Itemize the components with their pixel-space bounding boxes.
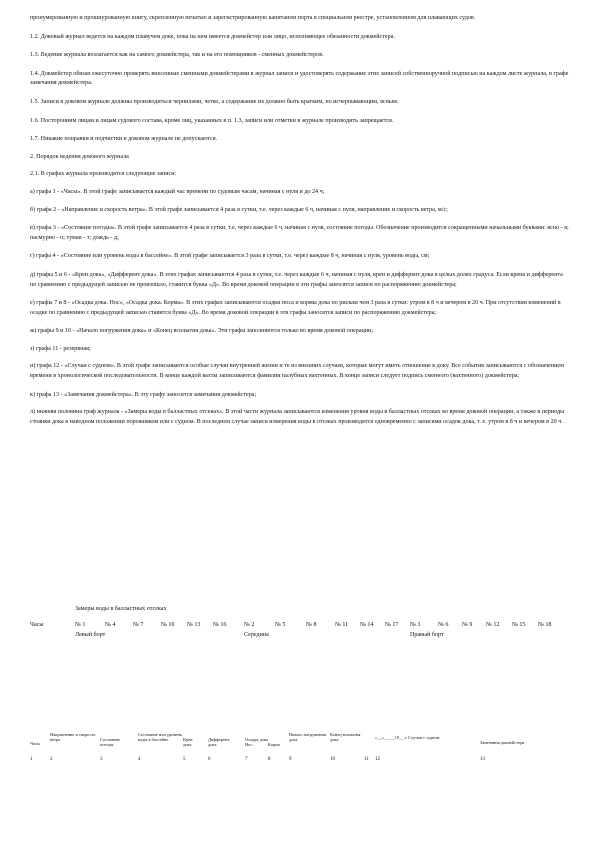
paragraph: 1.6. Посторонним лицам и лицам судового состава, кроме лиц, указанных в п. 1.3, записи или отметки в журнале производить запрещается. xyxy=(30,117,394,124)
column-header: Конец всплытия дока xyxy=(330,732,361,742)
column-number: 12 xyxy=(375,757,380,762)
column-number: 11 xyxy=(364,757,369,762)
paragraph: и) графа 12 - «Случаи с судном». В этой графе записываются особые случаи внутренней жизни и те из внешних случаев, которые могут иметь отношение к доку. Все события записываются с обозначением времени в хронологической последовательности. В конце каждой вахты записываются фамилии палубных вахтенных. В конце записи следует подпись сменного (вахтенного) докмейстера; xyxy=(30,363,564,380)
paragraph: л) нижняя половина граф журнала - «Замеры воды в балластных отсеках». В этой части журнала записываются изменения уровня воды в балластных отсеках во время доковой операции, а также в периоды стоянки дока в наводном положении порожняком или с судном. В последнем случае записи измерения воды в отсеках производятся одновременно с записями осадок дока, т. е. утром в 8 ч и вечером в 20 ч. xyxy=(30,409,565,425)
tank-number: № 12 xyxy=(486,622,500,628)
column-header: Часы xyxy=(30,741,40,746)
column-header: Начало погружения дока xyxy=(289,732,326,742)
column-number: 9 xyxy=(289,757,292,762)
document-page xyxy=(30,14,570,762)
tank-number: № 9 xyxy=(462,622,473,628)
paragraph: б) графа 2 - «Направление и скорость ветра». В этой графе записывается 4 раза в сутки, т.е. через каждые 6 ч, начиная с нуля, направление и скорость ветра, м/с; xyxy=(30,206,448,213)
paragraph: к) графа 13 - «Замечания докмейстера». В эту графу заносятся замечания докмейстера; xyxy=(30,391,257,398)
tank-number: № 3 xyxy=(410,622,421,628)
side-label-right: Правый борт xyxy=(410,632,444,638)
column-number: 4 xyxy=(138,757,141,762)
side-label-left: Левый борт xyxy=(75,632,106,638)
paragraph: ж) графы 9 и 10 - «Начало погружения дока» и «Конец всплытия дока». Эти графы заполняются только во время доковой операции; xyxy=(30,328,374,335)
tank-number: № 5 xyxy=(275,622,286,628)
column-number: 13 xyxy=(480,757,485,762)
column-number: 2 xyxy=(50,757,53,762)
paragraph: 1.3. Ведение журнала возлагается как на самого докмейстера, так и на его помощников - сменных докмейстеров. xyxy=(30,52,324,59)
paragraph: пронумерованную и прошнурованную книгу, скрепленную печатью и зарегистрированную капитаном порта в специальном реестре, установленном для плавающих судов. xyxy=(30,15,476,21)
document-body xyxy=(30,14,570,427)
paragraph: 1.4. Докмейстер обязан ежесуточно проверять внесенные сменными докмейстерами в журнал записи и удостоверять содержание этих записей собственноручной подписью на каждом листе журнала, в графе замечания докмейстера. xyxy=(30,70,569,87)
paragraph: 1.5. Записи в доковом журнале должны производиться чернилами, четко, а содержание их должно быть кратким, но исчерпывающим, ясным. xyxy=(30,98,399,105)
column-number: 3 xyxy=(100,757,103,762)
paragraph: 1.7. Никакие поправки и подчистки в доковом журнале не допускаются. xyxy=(30,136,218,143)
tank-number: № 11 xyxy=(335,622,349,628)
column-header: Корма xyxy=(268,742,280,747)
tank-number: № 7 xyxy=(133,622,144,628)
paragraph: д) графы 5 и 6 - «Крен дока», «Дифферент дока». В этих графах записываются 4 раза в сутки, т.е. через каждые 6 ч, начиная с нуля, крен и дифферент дока в целых долях градуса. Если крена и дифферента по сравнению с предыдущей записью не произошло, ставится буква «Д». Во время доковой операции в эти графы заносятся записи по распоряжению докмейстера; xyxy=(30,271,563,288)
tank-number: № 17 xyxy=(385,622,399,628)
section-heading: 2. Порядок ведения докового журнала xyxy=(30,153,129,160)
column-number: 7 xyxy=(245,757,248,762)
paragraph: е) графы 7 и 8 - «Осадка дока. Нос», «Осадка дока. Корма». В этих графах записываются осадки носа и кормы дока по рискам чем 3 раза в сутки: утром в 8 ч и вечером в 20 ч. При отсутствии изменений в осадке по сравнению с предыдущей записью ставится буква «Д». Во время доковой операции в эти графы заносятся записи по распоряжению докмейстера; xyxy=(30,300,561,316)
column-header: Дифферент дока xyxy=(208,737,230,747)
paragraph: 2.1. В графах журнала производятся следующие записи: xyxy=(30,171,177,178)
column-number: 6 xyxy=(208,757,211,762)
column-header: Направление и скорость ветра xyxy=(50,732,96,742)
paragraph: з) графа 11 - резервная; xyxy=(30,345,91,352)
column-header: Состояние погоды xyxy=(100,737,120,747)
column-number: 10 xyxy=(330,757,335,762)
column-number: 5 xyxy=(183,757,186,762)
tank-number: № 13 xyxy=(187,622,201,628)
column-header: Осадка дока Нос xyxy=(245,737,268,747)
column-header: Замечания докмейстера xyxy=(480,740,525,745)
tank-number: № 16 xyxy=(213,622,227,628)
tank-number: № 10 xyxy=(161,622,175,628)
paragraph: 1.2. Доковый журнал ведется на каждом плавучем доке, пока на нем имеется докмейстер или лицо, исполняющее обязанности докмейстера. xyxy=(30,33,395,40)
tank-number: № 4 xyxy=(105,622,116,628)
column-number: 8 xyxy=(268,757,271,762)
tank-number: № 6 xyxy=(438,622,449,628)
paragraph: в) графа 3 - «Состояние погоды». В этой графе записывается 4 раза в сутки, т.е. через каждые 6 ч, начиная с нуля, состояние погоды. Обозначение производится сокращенными начальными буквами: ясно - я; пасмурно - п; туман - т; дождь - д; xyxy=(30,225,569,241)
column-header: Состояние или уровень воды в бассейне xyxy=(138,732,182,742)
column-number: 1 xyxy=(30,757,33,762)
side-label-middle: Середина xyxy=(244,632,269,638)
paragraph: а) графа 1 - «Часы». В этой графе записывается каждый час времени по судовым часам, начиная с нуля и до 24 ч; xyxy=(30,188,325,195)
ballast-hours-label: Часы xyxy=(30,622,44,628)
paragraph: г) графа 4 - «Состояние или уровень воды в бассейне». В этой графе записывается 3 раза в сутки, т.е. через каждые 8 ч, начиная с нуля, уровень воды, см; xyxy=(30,253,430,260)
tank-number: № 2 xyxy=(244,622,255,628)
column-header: Крен дока xyxy=(183,737,193,747)
ballast-table-title: Замеры воды в балластных отсеках xyxy=(75,606,167,612)
tank-number: № 14 xyxy=(360,622,374,628)
tank-number: № 18 xyxy=(538,622,552,628)
column-header: «__»_____19__ г. Случаи с судном xyxy=(375,735,440,740)
tank-number: № 15 xyxy=(512,622,526,628)
tank-number: № 8 xyxy=(306,622,317,628)
tank-number: № 1 xyxy=(75,622,86,628)
